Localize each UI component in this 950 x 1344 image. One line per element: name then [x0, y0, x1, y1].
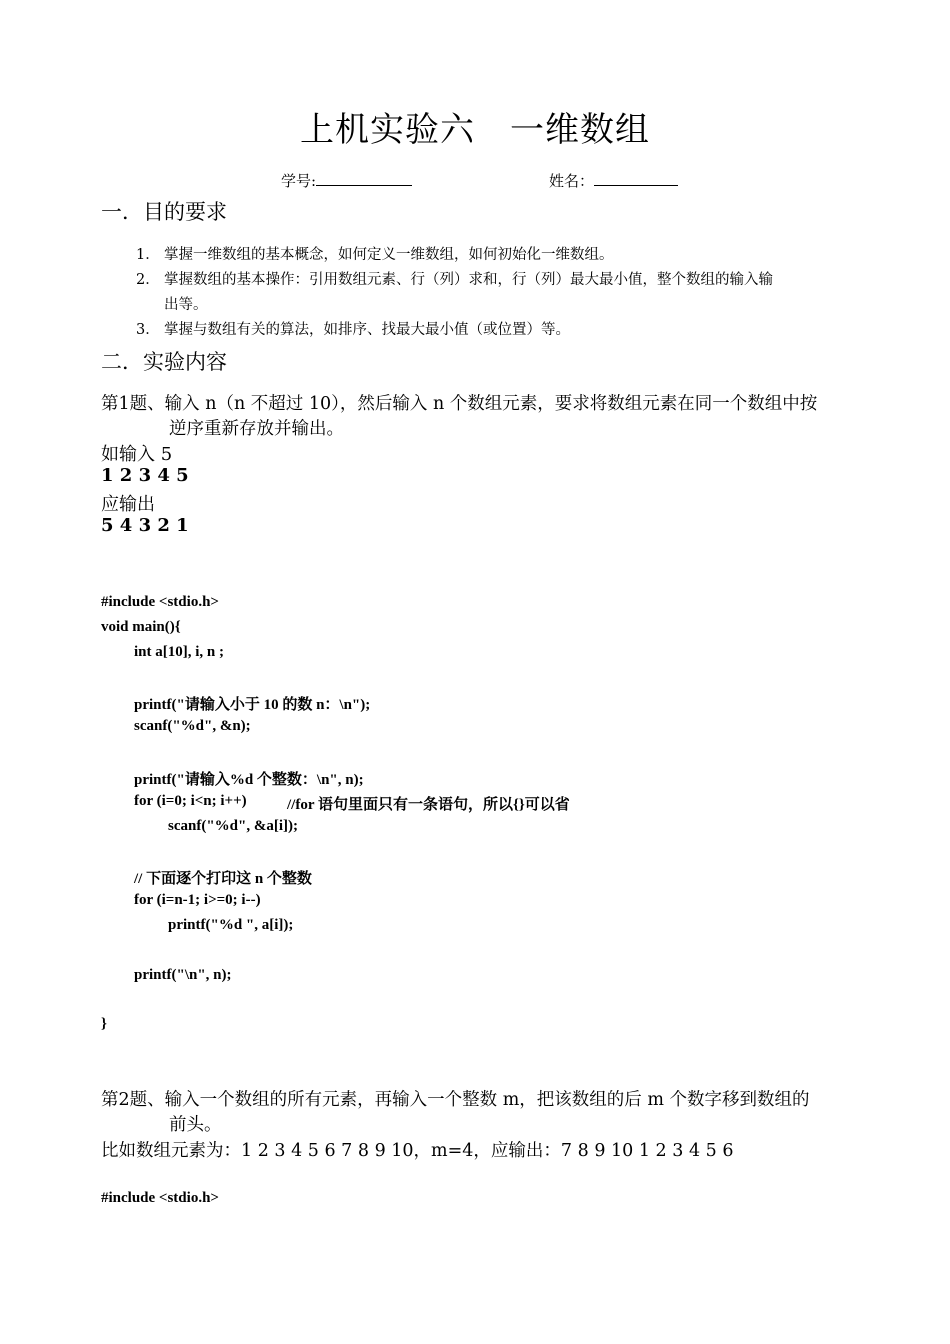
code-line: for (i=n-1; i>=0; i--): [134, 892, 261, 908]
code-line: printf("\n", n);: [134, 967, 232, 983]
q2-example: 比如数组元素为：1 2 3 4 5 6 7 8 9 10，m=4，应输出：7 8 9 10 1 2 3 4 5 6: [101, 1141, 734, 1161]
q2-statement: 第2题、输入一个数组的所有元素，再输入一个整数 m，把该数组的后 m 个数字移到数组的: [101, 1090, 810, 1110]
code-line: }: [101, 1016, 107, 1032]
objective-item: [136, 318, 570, 339]
name-field: [549, 170, 678, 191]
page-title: 上机实验六 一维数组: [300, 110, 650, 150]
name-blank: [594, 171, 678, 186]
objective-number: 1．: [136, 247, 160, 263]
q1-example-output-label: 应输出: [101, 494, 155, 515]
objective-text: 掌握一维数组的基本概念，如何定义一维数组，如何初始化一维数组。: [164, 247, 614, 263]
objective-text: 掌握数组的基本操作：引用数组元素、行（列）求和，行（列）最大最小值，整个数组的输入输: [164, 272, 773, 288]
objective-number: 2．: [136, 272, 160, 288]
code-comment: // 下面逐个打印这 n 个整数: [134, 871, 312, 887]
student-id-blank: [316, 171, 412, 186]
objective-item: [136, 243, 614, 264]
objective-text: 掌握与数组有关的算法，如排序、找最大最小值（或位置）等。: [164, 322, 570, 338]
q1-statement: 第1题、输入 n（n 不超过 10），然后输入 n 个数组元素，要求将数组元素在同一个数组中按: [101, 394, 818, 414]
code-line: void main(){: [101, 619, 181, 635]
student-id-label: 学号:: [281, 172, 317, 190]
code-line: printf("请输入%d 个整数：\n", n);: [134, 772, 364, 788]
q2-statement-continued: 前头。: [169, 1115, 222, 1135]
code-line: for (i=0; i<n; i++): [134, 793, 247, 809]
code-line: scanf("%d", &a[i]);: [168, 818, 298, 834]
code-line: #include <stdio.h>: [101, 1190, 219, 1206]
code-line: int a[10], i, n ;: [134, 644, 224, 660]
section-heading-objectives: 一．目的要求: [101, 200, 227, 224]
q1-example-output: 5 4 3 2 1: [101, 515, 189, 536]
q1-example-input: 1 2 3 4 5: [101, 465, 189, 486]
code-line: #include <stdio.h>: [101, 594, 219, 610]
objective-text-continued: 出等。: [164, 297, 208, 313]
objective-number: 3．: [136, 322, 160, 338]
code-line: printf("请输入小于 10 的数 n：\n");: [134, 697, 371, 713]
q1-example-input-label: 如输入 5: [101, 444, 173, 465]
code-line: printf("%d ", a[i]);: [168, 917, 294, 933]
code-comment: //for 语句里面只有一条语句，所以{}可以省: [287, 797, 570, 813]
code-line: scanf("%d", &n);: [134, 718, 251, 734]
section-heading-content: 二．实验内容: [101, 350, 227, 374]
student-id-field: [281, 170, 412, 191]
q1-statement-continued: 逆序重新存放并输出。: [169, 419, 344, 439]
objective-item: [136, 268, 773, 289]
name-label: 姓名：: [549, 172, 595, 190]
